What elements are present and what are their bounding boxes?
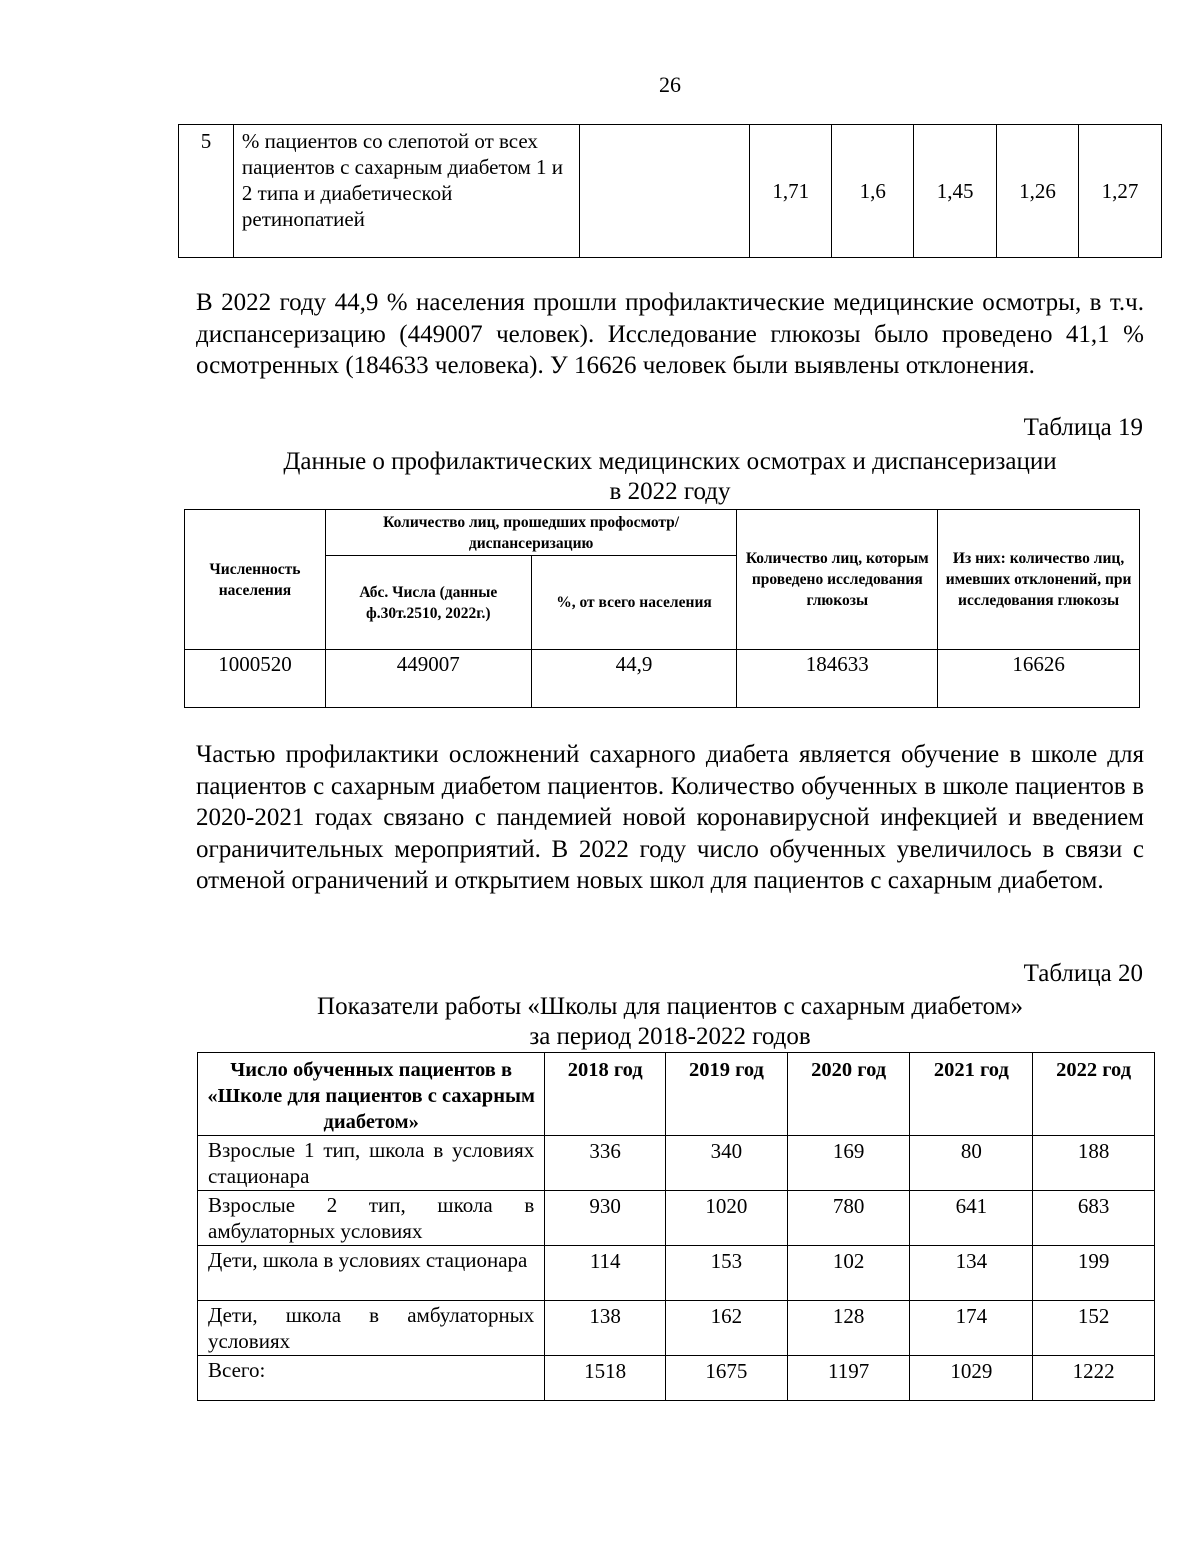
value-cell: 138 [545, 1301, 666, 1356]
table-20-title-line1: Показатели работы «Школы для пациентов с сахарным диабетом» [317, 993, 1023, 1020]
value-cell: 1020 [666, 1191, 788, 1246]
table-row [198, 1246, 1155, 1301]
value-cell: 1,27 [1079, 125, 1162, 258]
row-label: Дети, школа в амбулаторных условиях [198, 1301, 545, 1356]
table-19-title [200, 447, 1140, 507]
value-cell: 336 [545, 1136, 666, 1191]
table-row [198, 1301, 1155, 1356]
value-cell: 1675 [666, 1356, 788, 1401]
header-deviations: Из них: количество лиц, имевших отклонений, при исследования глюкозы [938, 510, 1140, 650]
value-cell: 1,45 [914, 125, 997, 258]
value-cell: 162 [666, 1301, 788, 1356]
top-table [178, 124, 1162, 258]
row-number: 5 [179, 125, 234, 258]
table-row-total [198, 1356, 1155, 1401]
cell-glucose: 184633 [737, 650, 938, 708]
value-cell: 930 [545, 1191, 666, 1246]
header-year: 2018 год [545, 1053, 666, 1136]
value-cell: 780 [787, 1191, 910, 1246]
value-cell: 1,71 [750, 125, 832, 258]
value-cell: 152 [1033, 1301, 1155, 1356]
value-cell: 188 [1033, 1136, 1155, 1191]
cell-pct: 44,9 [531, 650, 737, 708]
paragraph-1: В 2022 году 44,9 % населения прошли профилактические медицинские осмотры, в т.ч. диспансеризацию (449007 человек). Исследование глюкозы было проведено 41,1 % осмотренных (184633 человека). У 16626 человек были выявлены отклонения. [196, 289, 1144, 379]
table-row [185, 650, 1140, 708]
cell-abs: 449007 [325, 650, 531, 708]
value-cell: 340 [666, 1136, 788, 1191]
value-cell: 128 [787, 1301, 910, 1356]
header-year: 2019 год [666, 1053, 788, 1136]
table-19-title-line2: в 2022 году [609, 478, 731, 505]
table-row [198, 1191, 1155, 1246]
row-label: Дети, школа в условиях стационара [198, 1246, 545, 1301]
value-cell: 641 [910, 1191, 1033, 1246]
header-glucose: Количество лиц, которым проведено исследования глюкозы [737, 510, 938, 650]
cell-deviations: 16626 [938, 650, 1140, 708]
table-19-label: Таблица 19 [1023, 414, 1143, 441]
header-population: Численность населения [185, 510, 326, 650]
empty-cell [579, 125, 750, 258]
paragraph-2: Частью профилактики осложнений сахарного диабета является обучение в школе для пациентов с сахарным диабетом пациентов. Количество обученных в школе пациентов в 2020-2021 годах связано с пандемией новой коронавирусной инфекцией и введением ограничительных мероприятий. В 2022 году число обученных увеличилось в связи с отменой ограничений и открытием новых школ для пациентов с сахарным диабетом. [196, 741, 1144, 894]
value-cell: 169 [787, 1136, 910, 1191]
header-year: 2020 год [787, 1053, 910, 1136]
value-cell: 114 [545, 1246, 666, 1301]
header-label: Число обученных пациентов в «Школе для пациентов с сахарным диабетом» [198, 1053, 545, 1136]
value-cell: 1,26 [997, 125, 1079, 258]
header-year: 2021 год [910, 1053, 1033, 1136]
header-pct: %, от всего населения [531, 556, 737, 650]
table-20-title-line2: за период 2018-2022 годов [529, 1023, 811, 1050]
value-cell: 1197 [787, 1356, 910, 1401]
value-cell: 1518 [545, 1356, 666, 1401]
row-label: % пациентов со слепотой от всех пациентов с сахарным диабетом 1 и 2 типа и диабетической ретинопатией [233, 125, 579, 258]
table-row [198, 1136, 1155, 1191]
table-20 [197, 1052, 1155, 1401]
row-label: Всего: [198, 1356, 545, 1401]
value-cell: 683 [1033, 1191, 1155, 1246]
cell-population: 1000520 [185, 650, 326, 708]
value-cell: 199 [1033, 1246, 1155, 1301]
header-year: 2022 год [1033, 1053, 1155, 1136]
value-cell: 174 [910, 1301, 1033, 1356]
value-cell: 1222 [1033, 1356, 1155, 1401]
table-19-title-line1: Данные о профилактических медицинских осмотрах и диспансеризации [283, 448, 1057, 475]
value-cell: 80 [910, 1136, 1033, 1191]
header-abs: Абс. Числа (данные ф.30т.2510, 2022г.) [325, 556, 531, 650]
table-19 [184, 509, 1140, 708]
table-20-title [210, 992, 1130, 1052]
value-cell: 134 [910, 1246, 1033, 1301]
header-group: Количество лиц, прошедших профосмотр/диспансеризацию [325, 510, 736, 556]
row-label: Взрослые 1 тип, школа в условиях стационара [198, 1136, 545, 1191]
row-label: Взрослые 2 тип, школа в амбулаторных условиях [198, 1191, 545, 1246]
value-cell: 102 [787, 1246, 910, 1301]
table-row [179, 125, 1162, 258]
table-20-label: Таблица 20 [1023, 960, 1143, 987]
value-cell: 153 [666, 1246, 788, 1301]
value-cell: 1029 [910, 1356, 1033, 1401]
value-cell: 1,6 [832, 125, 914, 258]
page-number: 26 [659, 72, 681, 97]
